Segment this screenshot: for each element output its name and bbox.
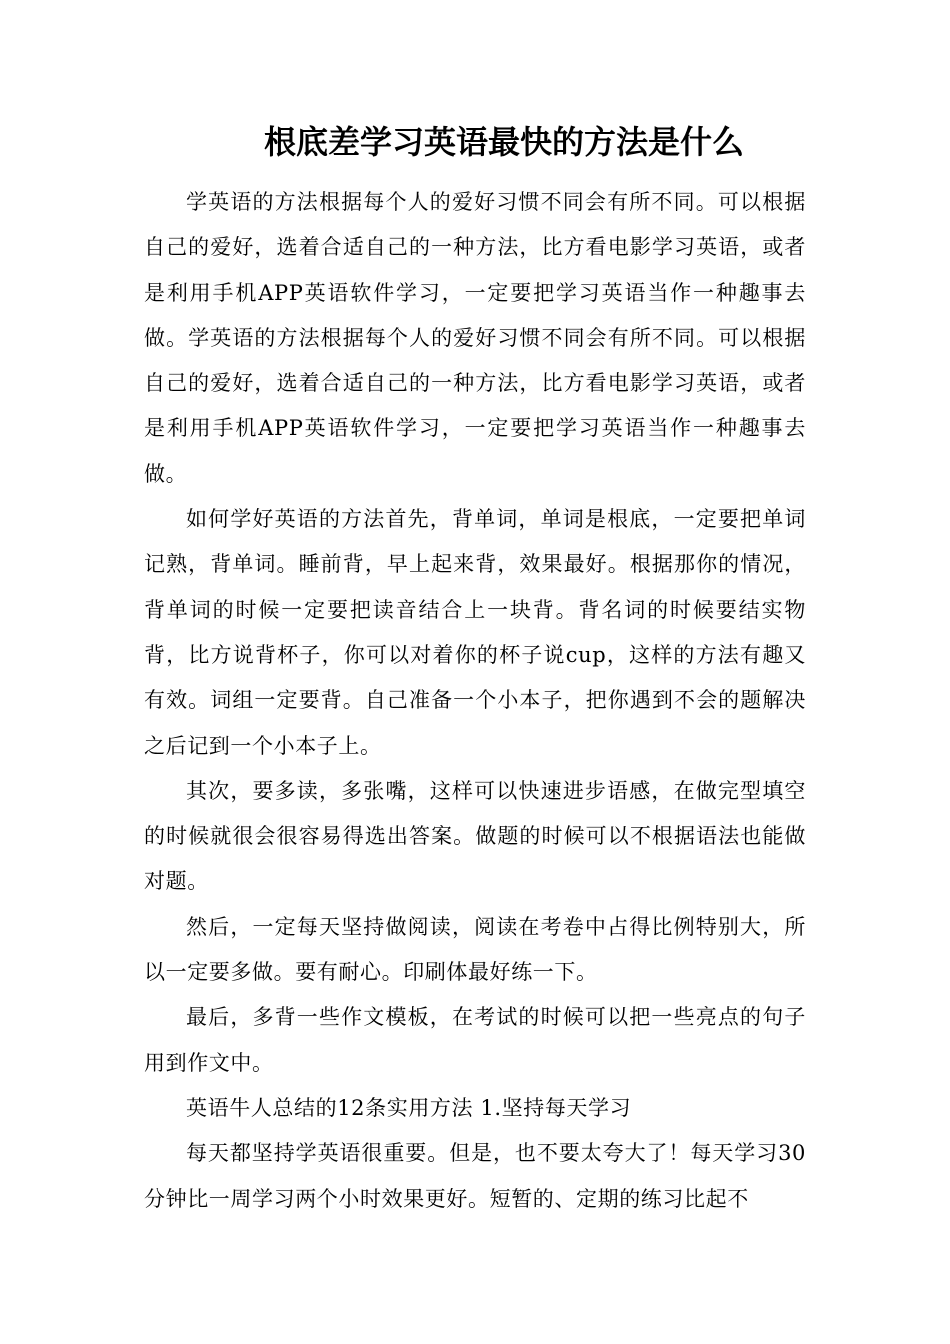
paragraph: 然后，一定每天坚持做阅读，阅读在考卷中占得比例特别大，所以一定要多做。要有耐心。印刷体最好练一下。 <box>144 914 806 985</box>
paragraph: 其次，要多读，多张嘴，这样可以快速进步语感，在做完型填空的时候就很会很容易得选出答案。做题的时候可以不根据语法也能做对题。 <box>144 778 806 894</box>
paragraph: 每天都坚持学英语很重要。但是，也不要太夸大了！每天学习30分钟比一周学习两个小时效果更好。短暂的、定期的练习比起不 <box>144 1141 806 1211</box>
paragraph: 学英语的方法根据每个人的爱好习惯不同会有所不同。可以根据自己的爱好，选着合适自己的一种方法，比方看电影学习英语，或者是利用手机APP英语软件学习，一定要把学习英语当作一种趣事去做。学英语的方法根据每个人的爱好习惯不同会有所不同。可以根据自己的爱好，选着合适自己的一种方法，比方看电影学习英语，或者是利用手机APP英语软件学习，一定要把学习英语当作一种趣事去做。 <box>144 190 806 486</box>
paragraph: 最后，多背一些作文模板，在考试的时候可以把一些亮点的句子用到作文中。 <box>144 1005 806 1075</box>
paragraph: 如何学好英语的方法首先，背单词，单词是根底，一定要把单词记熟，背单词。睡前背，早上起来背，效果最好。根据那你的情况，背单词的时候一定要把读音结合上一块背。背名词的时候要结实物背，比方说背杯子，你可以对着你的杯子说cup，这样的方法有趣又有效。词组一定要背。自己准备一个小本子，把你遇到不会的题解决之后记到一个小本子上。 <box>144 507 806 758</box>
paragraph: 英语牛人总结的12条实用方法 1.坚持每天学习 <box>186 1095 632 1120</box>
document-body <box>144 180 806 1222</box>
document-title: 根底差学习英语最快的方法是什么 <box>263 123 744 161</box>
